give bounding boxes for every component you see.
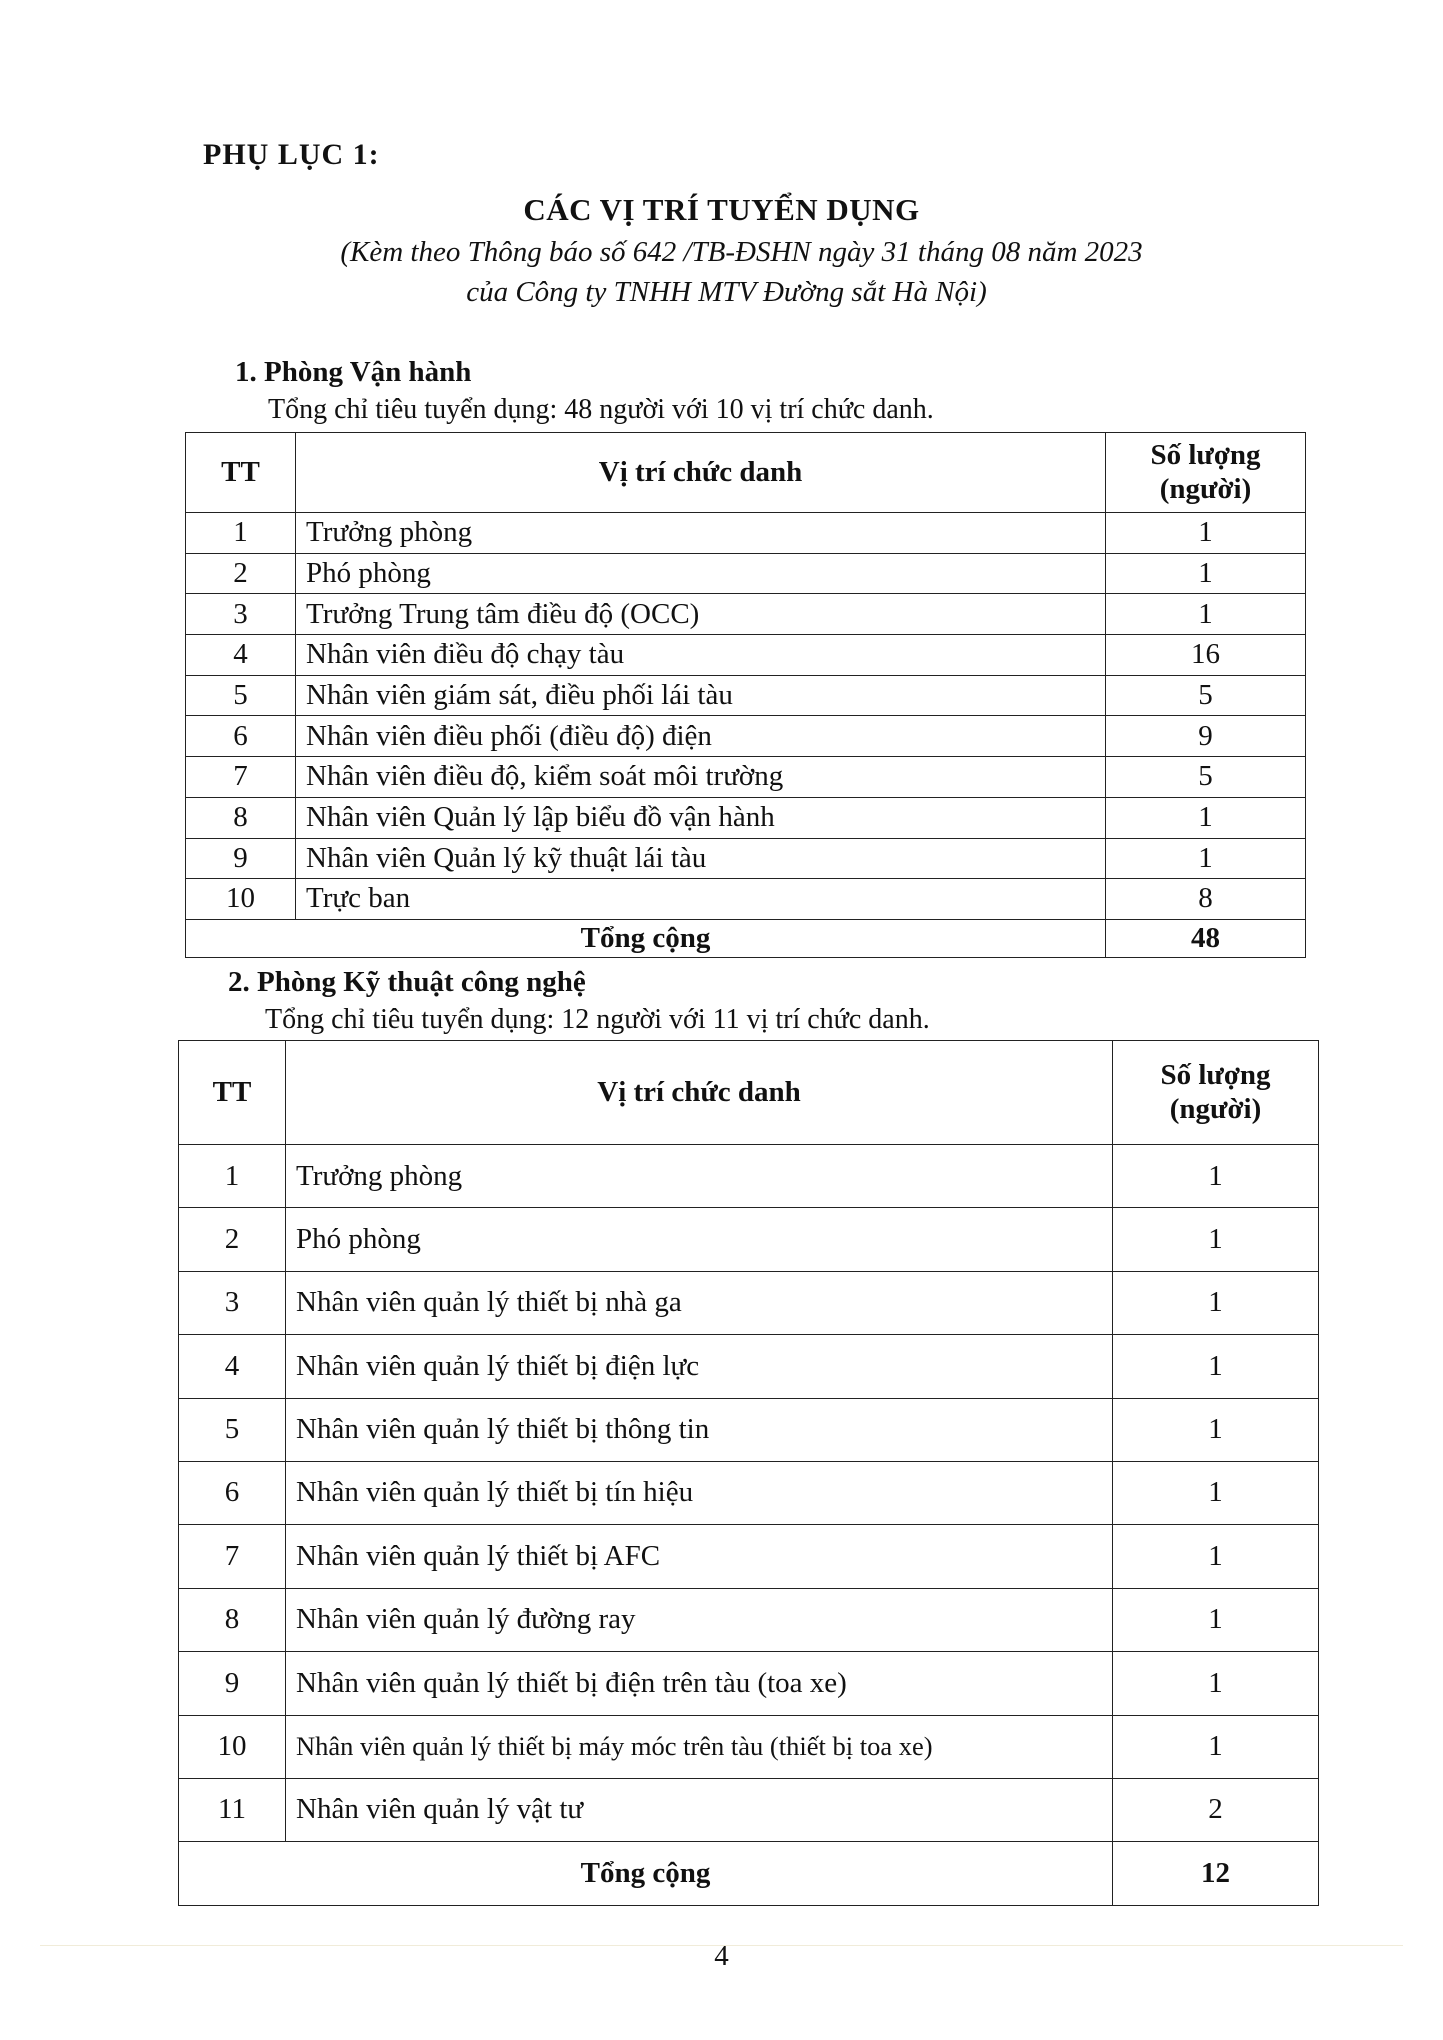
table-row bbox=[179, 1715, 1319, 1778]
row-position: Trưởng phòng bbox=[296, 513, 1106, 554]
row-quantity: 1 bbox=[1106, 797, 1306, 838]
table-row bbox=[179, 1271, 1319, 1334]
row-quantity: 16 bbox=[1106, 635, 1306, 676]
row-tt: 5 bbox=[179, 1398, 286, 1461]
table-row bbox=[186, 797, 1306, 838]
row-quantity: 1 bbox=[1106, 513, 1306, 554]
row-tt: 10 bbox=[179, 1715, 286, 1778]
table-row bbox=[179, 1588, 1319, 1651]
row-position: Nhân viên quản lý thiết bị thông tin bbox=[286, 1398, 1113, 1461]
row-quantity: 1 bbox=[1113, 1588, 1319, 1651]
row-quantity: 1 bbox=[1113, 1271, 1319, 1334]
header-position: Vị trí chức danh bbox=[296, 433, 1106, 513]
row-quantity: 1 bbox=[1113, 1525, 1319, 1588]
row-tt: 10 bbox=[186, 879, 296, 920]
table-row bbox=[179, 1208, 1319, 1271]
page-number: 4 bbox=[714, 1940, 729, 1972]
row-tt: 7 bbox=[186, 757, 296, 798]
row-position: Nhân viên giám sát, điều phối lái tàu bbox=[296, 675, 1106, 716]
header-quantity-line-1: Số lượng bbox=[1160, 1059, 1271, 1092]
header-quantity bbox=[1113, 1041, 1319, 1145]
row-quantity: 1 bbox=[1113, 1335, 1319, 1398]
table-row bbox=[186, 838, 1306, 879]
row-tt: 1 bbox=[186, 513, 296, 554]
table-total-row bbox=[179, 1842, 1319, 1906]
row-tt: 2 bbox=[186, 553, 296, 594]
row-position: Nhân viên quản lý thiết bị AFC bbox=[286, 1525, 1113, 1588]
row-tt: 1 bbox=[179, 1145, 286, 1208]
row-tt: 7 bbox=[179, 1525, 286, 1588]
row-tt: 3 bbox=[186, 594, 296, 635]
header-quantity-line-1: Số lượng bbox=[1150, 439, 1261, 472]
subtitle-line-2: của Công ty TNHH MTV Đường sắt Hà Nội) bbox=[466, 276, 987, 308]
row-position: Nhân viên quản lý vật tư bbox=[286, 1778, 1113, 1841]
row-quantity: 9 bbox=[1106, 716, 1306, 757]
row-tt: 9 bbox=[179, 1652, 286, 1715]
table-row bbox=[186, 594, 1306, 635]
section-2-heading: 2. Phòng Kỹ thuật công nghệ bbox=[228, 966, 586, 998]
table-row bbox=[186, 879, 1306, 920]
row-quantity: 5 bbox=[1106, 675, 1306, 716]
row-quantity: 1 bbox=[1113, 1145, 1319, 1208]
row-tt: 8 bbox=[179, 1588, 286, 1651]
section-2-summary: Tổng chỉ tiêu tuyển dụng: 12 người với 11 vị trí chức danh. bbox=[265, 1004, 930, 1035]
row-quantity: 1 bbox=[1106, 838, 1306, 879]
row-position: Nhân viên điều phối (điều độ) điện bbox=[296, 716, 1106, 757]
table-row bbox=[179, 1525, 1319, 1588]
row-position: Phó phòng bbox=[286, 1208, 1113, 1271]
header-position: Vị trí chức danh bbox=[286, 1041, 1113, 1145]
table-row bbox=[179, 1778, 1319, 1841]
row-tt: 4 bbox=[186, 635, 296, 676]
row-position: Nhân viên quản lý đường ray bbox=[286, 1588, 1113, 1651]
header-quantity-line-2: (người) bbox=[1159, 472, 1252, 505]
row-quantity: 1 bbox=[1113, 1398, 1319, 1461]
row-position: Nhân viên quản lý thiết bị nhà ga bbox=[286, 1271, 1113, 1334]
table-row bbox=[186, 675, 1306, 716]
row-quantity: 5 bbox=[1106, 757, 1306, 798]
header-quantity bbox=[1106, 433, 1306, 513]
row-position: Nhân viên điều độ, kiểm soát môi trường bbox=[296, 757, 1106, 798]
row-tt: 6 bbox=[186, 716, 296, 757]
total-label: Tổng cộng bbox=[179, 1842, 1113, 1906]
row-position: Nhân viên quản lý thiết bị máy móc trên tàu (thiết bị toa xe) bbox=[286, 1715, 1113, 1778]
section-2-table bbox=[178, 1040, 1319, 1906]
table-row bbox=[186, 513, 1306, 554]
table-row bbox=[186, 757, 1306, 798]
row-quantity: 1 bbox=[1113, 1652, 1319, 1715]
table-row bbox=[186, 553, 1306, 594]
table-row bbox=[186, 716, 1306, 757]
total-value: 48 bbox=[1106, 919, 1306, 957]
row-quantity: 8 bbox=[1106, 879, 1306, 920]
table-header-row bbox=[179, 1041, 1319, 1145]
row-position: Nhân viên quản lý thiết bị điện lực bbox=[286, 1335, 1113, 1398]
row-tt: 9 bbox=[186, 838, 296, 879]
row-tt: 5 bbox=[186, 675, 296, 716]
row-quantity: 1 bbox=[1113, 1208, 1319, 1271]
header-tt: TT bbox=[186, 433, 296, 513]
row-tt: 8 bbox=[186, 797, 296, 838]
row-quantity: 1 bbox=[1106, 553, 1306, 594]
table-row bbox=[179, 1335, 1319, 1398]
row-tt: 6 bbox=[179, 1461, 286, 1524]
row-tt: 3 bbox=[179, 1271, 286, 1334]
table-total-row bbox=[186, 919, 1306, 957]
table-row bbox=[179, 1145, 1319, 1208]
total-label: Tổng cộng bbox=[186, 919, 1106, 957]
appendix-label: PHỤ LỤC 1: bbox=[203, 138, 380, 171]
document-title: CÁC VỊ TRÍ TUYỂN DỤNG bbox=[523, 192, 920, 227]
table-row bbox=[186, 635, 1306, 676]
row-quantity: 2 bbox=[1113, 1778, 1319, 1841]
table-row bbox=[179, 1461, 1319, 1524]
row-position: Nhân viên Quản lý kỹ thuật lái tàu bbox=[296, 838, 1106, 879]
section-1-summary: Tổng chỉ tiêu tuyển dụng: 48 người với 10 vị trí chức danh. bbox=[268, 394, 934, 425]
row-position: Phó phòng bbox=[296, 553, 1106, 594]
row-position: Trực ban bbox=[296, 879, 1106, 920]
header-quantity-line-2: (người) bbox=[1169, 1092, 1262, 1125]
row-position: Nhân viên Quản lý lập biểu đồ vận hành bbox=[296, 797, 1106, 838]
row-position: Nhân viên quản lý thiết bị điện trên tàu (toa xe) bbox=[286, 1652, 1113, 1715]
row-quantity: 1 bbox=[1113, 1461, 1319, 1524]
table-row bbox=[179, 1398, 1319, 1461]
row-tt: 2 bbox=[179, 1208, 286, 1271]
table-header-row bbox=[186, 433, 1306, 513]
section-1-table bbox=[185, 432, 1306, 958]
row-position: Trưởng phòng bbox=[286, 1145, 1113, 1208]
subtitle-line-1: (Kèm theo Thông báo số 642 /TB-ĐSHN ngày 31 tháng 08 năm 2023 bbox=[340, 236, 1143, 268]
row-tt: 11 bbox=[179, 1778, 286, 1841]
row-tt: 4 bbox=[179, 1335, 286, 1398]
section-1-heading: 1. Phòng Vận hành bbox=[235, 356, 472, 388]
row-position: Nhân viên điều độ chạy tàu bbox=[296, 635, 1106, 676]
row-position: Trưởng Trung tâm điều độ (OCC) bbox=[296, 594, 1106, 635]
row-quantity: 1 bbox=[1113, 1715, 1319, 1778]
table-row bbox=[179, 1652, 1319, 1715]
header-tt: TT bbox=[179, 1041, 286, 1145]
row-position: Nhân viên quản lý thiết bị tín hiệu bbox=[286, 1461, 1113, 1524]
total-value: 12 bbox=[1113, 1842, 1319, 1906]
row-quantity: 1 bbox=[1106, 594, 1306, 635]
